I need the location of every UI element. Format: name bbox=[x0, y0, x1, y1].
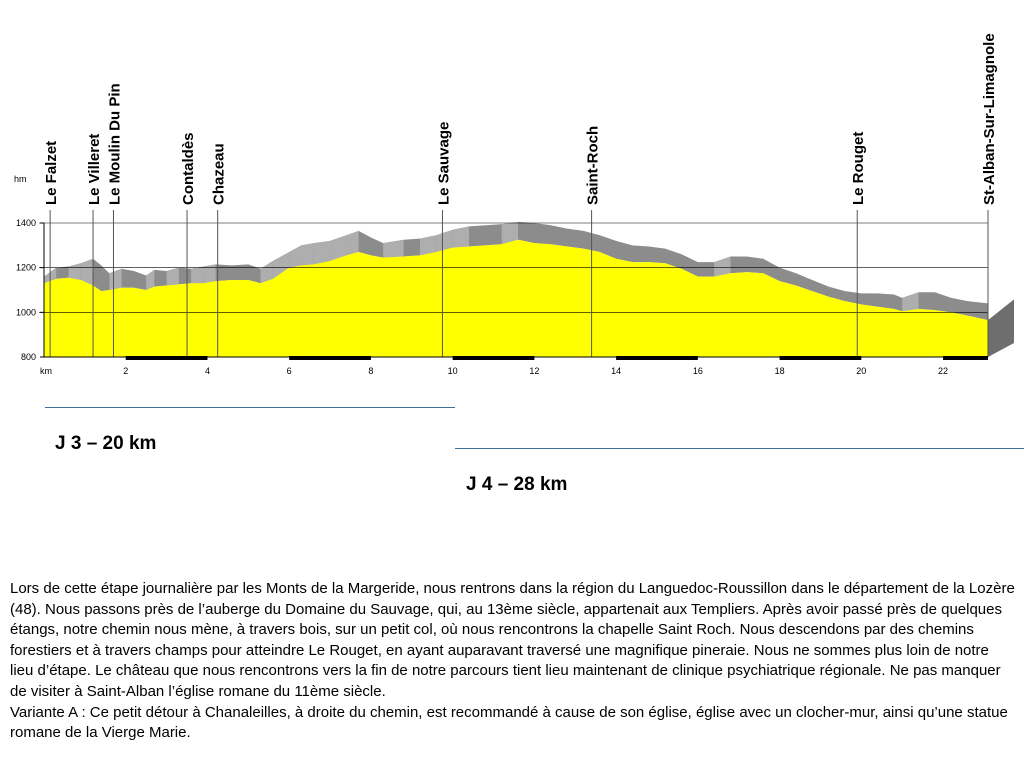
stage-label-day4: J 4 – 28 km bbox=[466, 474, 568, 495]
y-tick-label: 1200 bbox=[15, 262, 36, 273]
stage-description bbox=[10, 579, 1016, 744]
waypoint-label: Contaldès bbox=[180, 132, 198, 205]
stage-divider-right bbox=[455, 448, 1024, 449]
waypoint-label: Le Falzet bbox=[43, 140, 61, 205]
relief-facet bbox=[420, 235, 436, 255]
relief-facet bbox=[203, 264, 215, 283]
km-bar-segment bbox=[780, 356, 862, 360]
waypoint-label: St-Alban-Sur-Limagnole bbox=[981, 33, 998, 205]
x-tick-label: 16 bbox=[692, 366, 703, 376]
y-tick-label: 1400 bbox=[15, 218, 36, 228]
x-tick-label: 4 bbox=[204, 366, 210, 376]
km-bar-segment bbox=[943, 356, 988, 360]
relief-facet bbox=[301, 243, 313, 265]
waypoint-label: Saint-Roch bbox=[584, 125, 602, 205]
waypoint-label: Le Rouget bbox=[850, 131, 868, 205]
stage-divider-left bbox=[45, 407, 455, 408]
x-tick-label: 22 bbox=[938, 366, 949, 376]
x-tick-label: 10 bbox=[447, 366, 458, 376]
waypoint-label: Chazeau bbox=[210, 143, 228, 205]
description-variant: Variante A : Ce petit détour à Chanaleilles, à droite du chemin, est recommandé à cause de son église, église avec un clocher-mur, ainsi qu’une statue romane de la Vierge Marie. bbox=[10, 703, 1008, 742]
relief-facet bbox=[314, 241, 330, 264]
y-tick-label: 1000 bbox=[15, 307, 36, 318]
x-tick-label: 8 bbox=[368, 366, 374, 376]
relief-facet bbox=[453, 226, 469, 247]
y-tick-label: 800 bbox=[20, 352, 36, 362]
km-bar-segment bbox=[453, 356, 535, 360]
x-axis-label: km bbox=[40, 366, 52, 376]
x-tick-label: 2 bbox=[123, 366, 129, 376]
description-paragraph: Lors de cette étape journalière par les Monts de la Margeride, nous rentrons dans la région du Languedoc-Roussillon dans le département de la Lozère (48). Nous passons près de l’auberge du Domaine du Sauvage, qui, au 13ème siècle, appartenait aux Templiers. Après avoir passé près de quelques étangs, notre chemin nous mène, à travers bois, sur un petit col, où nous rencontrons la chapelle Saint Roch. Nous descendons par des chemins forestiers et à travers champs pour atteindre Le Rouget, en ayant auparavant traversé une magnifique pineraie. Nous ne sommes plus loin de notre lieu d’étape. Le château que nous rencontrons vers la fin de notre parcours tient lieu maintenant de clinique psychiatrique régionale. Ne pas manquer de visiter à Saint-Alban l’église romane du 11ème siècle. bbox=[10, 580, 1015, 700]
waypoint-label: Le Sauvage bbox=[435, 121, 453, 205]
waypoint-label: Le Moulin Du Pin bbox=[106, 83, 124, 205]
x-tick-label: 12 bbox=[529, 366, 540, 376]
x-tick-label: 6 bbox=[286, 366, 292, 376]
km-bar-segment bbox=[126, 356, 208, 360]
x-tick-label: 14 bbox=[611, 366, 622, 376]
x-tick-label: 18 bbox=[774, 366, 785, 376]
relief-facet bbox=[191, 267, 203, 284]
stage-label-day3: J 3 – 20 km bbox=[55, 433, 157, 454]
profile-end-face bbox=[988, 299, 1014, 357]
km-bar-segment bbox=[289, 356, 371, 360]
y-axis-label: hm bbox=[14, 174, 27, 184]
waypoint-label: Le Villeret bbox=[86, 133, 104, 205]
km-bar-segment bbox=[616, 356, 698, 360]
x-tick-label: 20 bbox=[856, 366, 867, 376]
